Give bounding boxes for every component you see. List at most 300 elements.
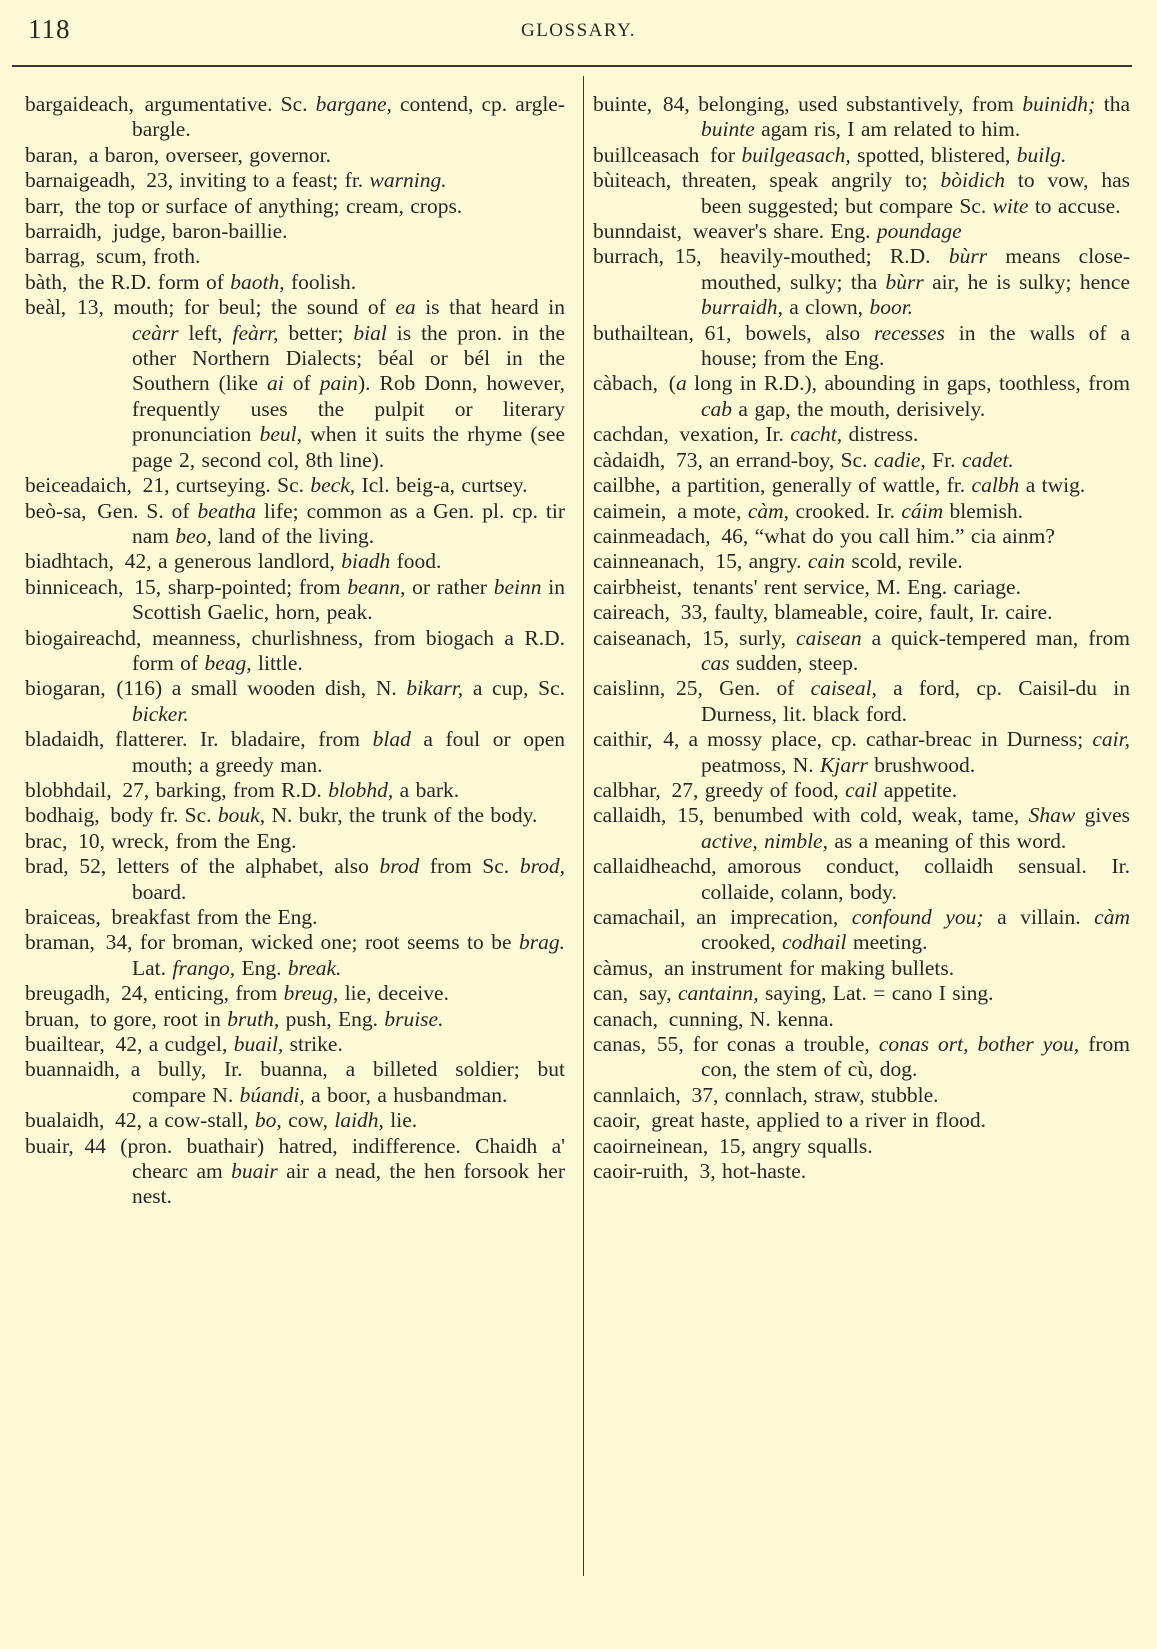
glossary-entry [593, 473, 1130, 498]
italic-term: caiseal, [810, 676, 877, 701]
definition-text: air a nead, the hen forsook her nest. [132, 1159, 565, 1209]
italic-term: bial [353, 320, 387, 345]
definition-text: appetite. [877, 777, 958, 802]
definition-text: 42, a generous landlord, [124, 549, 342, 574]
italic-term: frango, [172, 955, 236, 980]
italic-term: ceàrr [132, 320, 179, 345]
italic-term: bruise. [384, 1006, 444, 1031]
italic-term: búandi, [239, 1082, 305, 1107]
headword: barraidh, [25, 219, 103, 244]
glossary-entry [593, 854, 1130, 905]
glossary-entry [25, 575, 565, 626]
definition-text: 55, for conas a trouble, [656, 1032, 879, 1057]
glossary-entry [593, 244, 1130, 320]
definition-text: spotted, blistered, [850, 142, 1017, 167]
italic-term: bruth, [227, 1006, 280, 1031]
italic-term: brag. [519, 930, 565, 955]
definition-text: push, Eng. [279, 1006, 385, 1031]
italic-term: boor. [869, 295, 914, 320]
headword: cailbhe, [593, 473, 661, 498]
definition-text: a quick-tempered man, from [861, 625, 1130, 650]
definition-text: to vow, has been suggested; but compare Sc. [701, 168, 1130, 218]
definition-text: sudden, steep. [729, 650, 859, 675]
glossary-entry [25, 1032, 565, 1057]
italic-term: bargane, [315, 92, 392, 116]
glossary-entry [593, 92, 1130, 143]
definition-text: 73, an errand-boy, Sc. [675, 447, 874, 472]
definition-text: saying, Lat. = cano I sing. [758, 981, 994, 1006]
headword: biogaireachd, [25, 625, 142, 650]
definition-text: in Scottish Gaelic, horn, peak. [132, 574, 565, 625]
headword: càdaidh, [593, 447, 666, 472]
definition-text: in the walls of a house; from the Eng. [701, 320, 1130, 371]
definition-text: 15, sharp-pointed; from [134, 574, 348, 599]
italic-term: biadh [341, 549, 391, 574]
definition-text: a mote, [677, 498, 748, 523]
definition-text: of [283, 371, 320, 396]
definition-text: little. [251, 650, 303, 675]
glossary-entry [25, 626, 565, 677]
definition-text: from con, the stem of cù, dog. [701, 1032, 1130, 1082]
headword: bruan, [25, 1006, 80, 1031]
headword: cainmeadach, [593, 523, 711, 548]
headword: binniceach, [25, 574, 124, 599]
italic-term: bòidich [940, 168, 1006, 193]
definition-text: agam ris, I am related to him. [754, 117, 1021, 142]
definition-text: vexation, Ir. [679, 422, 791, 447]
definition-text: meeting. [846, 930, 928, 955]
definition-text: threaten, speak angrily to; [681, 168, 941, 193]
headword: bladaidh, [25, 727, 105, 752]
glossary-column-left [25, 92, 565, 1210]
italic-term: càm [1094, 905, 1130, 929]
italic-term: beo, [175, 523, 212, 548]
italic-term: laidh, [334, 1108, 384, 1133]
definition-text: 15, angry squalls. [718, 1133, 873, 1158]
italic-term: calbh [971, 473, 1020, 498]
glossary-entry [25, 143, 565, 168]
italic-term: càm, [747, 498, 790, 523]
headword: bodhaig, [25, 803, 100, 828]
headword: càbach, [593, 371, 659, 396]
definition-text: Eng. [235, 955, 288, 980]
definition-text: when it suits the rhyme (see page 2, second col, 8th line). [132, 422, 565, 472]
glossary-entry [593, 575, 1130, 600]
glossary-entry [593, 549, 1130, 574]
headword: canach, [593, 1006, 659, 1031]
headword: caimein, [593, 498, 667, 523]
headword: beàl, [25, 295, 67, 320]
glossary-entry [25, 803, 565, 828]
italic-term: cain [807, 549, 845, 574]
definition-text: cunning, N. kenna. [668, 1006, 834, 1031]
glossary-entry [25, 727, 565, 778]
definition-text: 23, inviting to a feast; fr. [146, 168, 370, 193]
italic-term: Shaw [1028, 803, 1076, 828]
headword: beò-sa, [25, 498, 87, 523]
italic-term: buail, [233, 1032, 284, 1057]
headword: buailtear, [25, 1032, 105, 1057]
glossary-entry [593, 905, 1130, 956]
headword: baran, [25, 142, 79, 167]
glossary-entry [593, 626, 1130, 677]
glossary-entry [25, 829, 565, 854]
italic-term: bouk, [217, 803, 266, 828]
headword: buannaidh, [25, 1057, 120, 1082]
glossary-entry [25, 295, 565, 473]
headword: cainneanach, [593, 549, 705, 574]
glossary-entry [25, 1057, 565, 1108]
italic-term: cab [701, 396, 733, 421]
headword: bargaideach, [25, 92, 134, 116]
italic-term: bicker. [132, 701, 189, 726]
definition-text: 52, letters of the alphabet, also [79, 854, 380, 879]
definition-text: scold, revile. [844, 549, 963, 574]
definition-text: 15, benumbed with cold, weak, tame, [677, 803, 1029, 828]
definition-text: distress. [842, 422, 919, 447]
definition-text: better; [278, 320, 354, 345]
headword: caireach, [593, 600, 670, 625]
definition-text: left, [178, 320, 233, 345]
definition-text: an imprecation, [696, 905, 852, 929]
definition-text: contend, cp. argle-bargle. [132, 92, 565, 142]
glossary-entry [25, 854, 565, 905]
definition-text: weaver's share. Eng. [692, 219, 877, 244]
glossary-entry [25, 194, 565, 219]
definition-text: a twig. [1019, 473, 1086, 498]
glossary-entry [593, 371, 1130, 422]
headword: breugadh, [25, 981, 111, 1006]
glossary-entry [593, 1159, 1130, 1184]
italic-term: cail [845, 777, 878, 802]
definition-text: crooked, [701, 930, 782, 955]
header-rule [12, 65, 1132, 67]
italic-term: active, nimble, [701, 828, 828, 853]
italic-term: beatha [197, 498, 257, 523]
definition-text: a baron, overseer, governor. [88, 142, 331, 167]
definition-text: or rather [405, 574, 494, 599]
definition-text: breakfast from the Eng. [111, 905, 318, 929]
glossary-entry [25, 930, 565, 981]
definition-text: crooked. Ir. [789, 498, 902, 523]
headword: caoirneinean, [593, 1133, 709, 1158]
headword: camachail, [593, 905, 686, 929]
page-number: 118 [28, 14, 71, 44]
glossary-entry [25, 549, 565, 574]
italic-term: burraidh, [701, 295, 783, 320]
definition-text: 27, greedy of food, [671, 777, 846, 802]
glossary-entry [25, 92, 565, 143]
italic-term: cair, [1092, 727, 1130, 752]
glossary-entry [25, 1134, 565, 1210]
italic-term: Kjarr [820, 752, 868, 777]
headword: calbhar, [593, 777, 661, 802]
definition-text: flatterer. Ir. bladaire, from [115, 727, 373, 752]
headword: bàth, [25, 269, 68, 294]
definition-text: means close-mouthed, sulky; tha [701, 244, 1130, 294]
italic-term: pain [319, 371, 358, 396]
column-divider [583, 76, 584, 1576]
italic-term: buinidh; [1022, 92, 1096, 116]
definition-text: peatmoss, N. [701, 752, 821, 777]
italic-term: blad [372, 727, 411, 752]
glossary-entry [593, 422, 1130, 447]
definition-text: blemish. [943, 498, 1023, 523]
italic-term: recesses [874, 320, 945, 345]
headword: caithir, [593, 727, 653, 752]
headword: brad, [25, 854, 69, 879]
headword: cachdan, [593, 422, 669, 447]
definition-text: amorous conduct, collaidh sensual. Ir. collaide, colann, body. [701, 854, 1130, 904]
italic-term: cantainn, [677, 981, 759, 1006]
definition-text: say, [638, 981, 678, 1006]
headword: bunndaist, [593, 219, 682, 244]
headword: buthailtean, [593, 320, 694, 345]
italic-term: cáim [901, 498, 944, 523]
definition-text: N. bukr, the trunk of the body. [265, 803, 538, 828]
glossary-entry [25, 168, 565, 193]
definition-text: to accuse. [1028, 193, 1121, 218]
definition-text: the R.D. form of [78, 269, 231, 294]
definition-text: for [710, 142, 742, 167]
definition-text: tenants' rent service, M. Eng. cariage. [692, 574, 1021, 599]
definition-text: body fr. Sc. [110, 803, 218, 828]
italic-term: ea [395, 295, 416, 320]
definition-text: (116) a small wooden dish, N. [116, 676, 407, 701]
glossary-entry [593, 143, 1130, 168]
definition-text: ). Rob Donn, however, frequently uses the pulpit or literary pronunciation [132, 371, 565, 447]
definition-text: Gen. S. of [97, 498, 198, 523]
definition-text: 15, angry. [715, 549, 808, 574]
headword: caoir-ruith, [593, 1159, 689, 1184]
definition-text: meanness, churlishness, from biogach a R.D. form of [132, 625, 565, 675]
definition-text: a bully, Ir. buanna, a billeted soldier; but compare N. [130, 1057, 565, 1107]
italic-term: confound you; [851, 905, 984, 929]
definition-text: a clown, [782, 295, 870, 320]
headword: callaidh, [593, 803, 667, 828]
definition-text: 15, surly, [702, 625, 796, 650]
glossary-entry [25, 499, 565, 550]
headword: can, [593, 981, 629, 1006]
italic-term: brod [379, 854, 420, 879]
glossary-entry [25, 219, 565, 244]
glossary-entry [25, 1108, 565, 1133]
definition-text: the top or surface of anything; cream, crops. [74, 193, 463, 218]
italic-term: cacht, [790, 422, 843, 447]
glossary-entry [593, 524, 1130, 549]
definition-text: 3, hot-haste. [699, 1159, 807, 1184]
italic-term: beag, [204, 650, 252, 675]
italic-term: beinn [493, 574, 542, 599]
headword: brac, [25, 828, 68, 853]
definition-text: air, he is sulky; hence [923, 269, 1130, 294]
glossary-entry [25, 676, 565, 727]
definition-text: 84, belonging, used substantively, from [662, 92, 1023, 116]
headword: biogaran, [25, 676, 106, 701]
headword: cannlaich, [593, 1082, 681, 1107]
glossary-entry [25, 270, 565, 295]
italic-term: wite [992, 193, 1029, 218]
headword: caislinn, [593, 676, 666, 701]
glossary-entry [593, 1083, 1130, 1108]
definition-text: brushwood. [867, 752, 976, 777]
definition-text: great haste, applied to a river in flood. [651, 1108, 986, 1133]
definition-text: strike. [283, 1032, 343, 1057]
glossary-entry [593, 676, 1130, 727]
definition-text: 15, heavily-mouthed; R.D. [674, 244, 949, 269]
definition-text: argumentative. Sc. [144, 92, 316, 116]
headword: cairbheist, [593, 574, 682, 599]
definition-text: scum, froth. [96, 244, 201, 269]
headword: braman, [25, 930, 95, 955]
headword: braiceas, [25, 905, 101, 929]
definition-text: Icl. beig-a, curtsey. [355, 473, 528, 498]
definition-text: to gore, root in [90, 1006, 228, 1031]
italic-term: blobhd, [328, 777, 394, 802]
definition-text: is that heard in [415, 295, 565, 320]
glossary-entry [593, 778, 1130, 803]
definition-text: 13, mouth; for beul; the sound of [76, 295, 396, 320]
headword: buillceasach [593, 142, 700, 167]
definition-text: gives [1075, 803, 1130, 828]
italic-term: builgeasach, [741, 142, 851, 167]
definition-text: a villain. [983, 905, 1095, 929]
headword: beiceadaich, [25, 473, 132, 498]
italic-term: buair [231, 1159, 278, 1184]
definition-text: a foul or open mouth; a greedy man. [132, 727, 565, 777]
definition-text: life; common as a Gen. pl. cp. tir nam [132, 498, 566, 548]
glossary-entry [25, 473, 565, 498]
definition-text: judge, baron-baillie. [112, 219, 288, 244]
italic-term: beck, [310, 473, 356, 498]
italic-term: feàrr, [232, 320, 279, 345]
glossary-entry [593, 803, 1130, 854]
headword: bualaidh, [25, 1108, 105, 1133]
glossary-entry [593, 956, 1130, 981]
headword: callaidheachd, [593, 854, 717, 879]
definition-text: 10, wreck, from the Eng. [78, 828, 297, 853]
definition-text: 24, enticing, from [121, 981, 284, 1006]
italic-term: cadet. [961, 447, 1014, 472]
definition-text: as a meaning of this word. [827, 828, 1067, 853]
definition-text: 27, barking, from R.D. [122, 777, 329, 802]
definition-text: cow, [281, 1108, 335, 1133]
glossary-entry [25, 1007, 565, 1032]
definition-text: from Sc. [419, 854, 520, 879]
definition-text: a boor, a husbandman. [304, 1082, 508, 1107]
italic-term: caisean [795, 625, 862, 650]
glossary-entry [593, 1108, 1130, 1133]
glossary-entry [593, 727, 1130, 778]
italic-term: bùrr [885, 269, 924, 294]
italic-term: baoth, [230, 269, 285, 294]
italic-term: brod, [519, 854, 566, 879]
headword: buair, [25, 1133, 74, 1158]
headword: blobhdail, [25, 777, 112, 802]
glossary-entry [593, 1007, 1130, 1032]
definition-text: long in R.D.), abounding in gaps, toothless, from [686, 371, 1130, 396]
glossary-entry [593, 219, 1130, 244]
definition-text: 33, faulty, blameable, coire, fault, Ir. caire. [680, 600, 1053, 625]
headword: barrag, [25, 244, 86, 269]
definition-text: an instrument for making bullets. [664, 955, 955, 980]
glossary-entry [25, 905, 565, 930]
definition-text: 21, curtseying. Sc. [142, 473, 311, 498]
definition-text: 25, Gen. of [676, 676, 811, 701]
italic-term: break. [287, 955, 342, 980]
glossary-entry [25, 778, 565, 803]
headword: caiseanach, [593, 625, 692, 650]
glossary-entry [25, 244, 565, 269]
definition-text: 42, a cow-stall, [115, 1108, 255, 1133]
italic-term: bo, [254, 1108, 282, 1133]
headword: barnaigeadh, [25, 168, 136, 193]
definition-text: lie. [383, 1108, 418, 1133]
italic-term: beul, [259, 422, 303, 447]
definition-text: foolish. [284, 269, 357, 294]
headword: bùiteach, [593, 168, 672, 193]
headword: càmus, [593, 955, 654, 980]
italic-term: ai [267, 371, 284, 396]
glossary-entry [593, 499, 1130, 524]
italic-term: breug, [283, 981, 339, 1006]
italic-term: poundage [876, 219, 962, 244]
definition-text: a gap, the mouth, derisively. [732, 396, 986, 421]
headword: caoir, [593, 1108, 641, 1133]
headword: burrach, [593, 244, 665, 269]
glossary-entry [593, 600, 1130, 625]
glossary-column-right [593, 92, 1130, 1184]
italic-term: cas [701, 650, 730, 675]
glossary-entry [593, 168, 1130, 219]
glossary-entry [593, 321, 1130, 372]
italic-term: bùrr [948, 244, 988, 269]
definition-text: ( [668, 371, 676, 396]
glossary-entry [593, 1134, 1130, 1159]
definition-text: 4, a mossy place, cp. cathar-breac in Durness; [663, 727, 1093, 752]
definition-text: a ford, cp. Caisil-du in Durness, lit. black ford. [701, 676, 1130, 726]
definition-text: a bark. [393, 777, 460, 802]
definition-text: 37, connlach, straw, stubble. [691, 1082, 939, 1107]
definition-text: tha [1095, 92, 1130, 116]
glossary-entry [593, 981, 1130, 1006]
glossary-entry [25, 981, 565, 1006]
definition-text: Lat. [132, 955, 173, 980]
definition-text: a partition, generally of wattle, fr. [671, 473, 972, 498]
definition-text: 44 (pron. buathair) hatred, indifference. Chaidh a' chearc am [84, 1133, 565, 1184]
definition-text: 34, for broman, wicked one; root seems to be [105, 930, 519, 955]
definition-text: a cup, Sc. [463, 676, 565, 701]
italic-term: builg. [1016, 142, 1067, 167]
running-title: GLOSSARY. [520, 20, 637, 41]
definition-text: 46, “what do you call him.” cia ainm? [721, 523, 1055, 548]
glossary-entry [593, 448, 1130, 473]
headword: barr, [25, 193, 65, 218]
definition-text: 42, a cudgel, [115, 1032, 234, 1057]
definition-text: is the pron. in the other Northern Dialects; béal or bél in the Southern (like [132, 320, 566, 396]
headword: canas, [593, 1032, 647, 1057]
headword: biadhtach, [25, 549, 114, 574]
definition-text: food. [390, 549, 442, 574]
italic-term: warning. [369, 168, 447, 193]
italic-term: conas ort, bother you, [878, 1032, 1080, 1057]
definition-text: lie, deceive. [338, 981, 449, 1006]
italic-term: codhail [782, 930, 847, 955]
headword: buinte, [593, 92, 653, 116]
definition-text: land of the living. [211, 523, 375, 548]
italic-term: cadie, [873, 447, 926, 472]
glossary-entry [593, 1032, 1130, 1083]
